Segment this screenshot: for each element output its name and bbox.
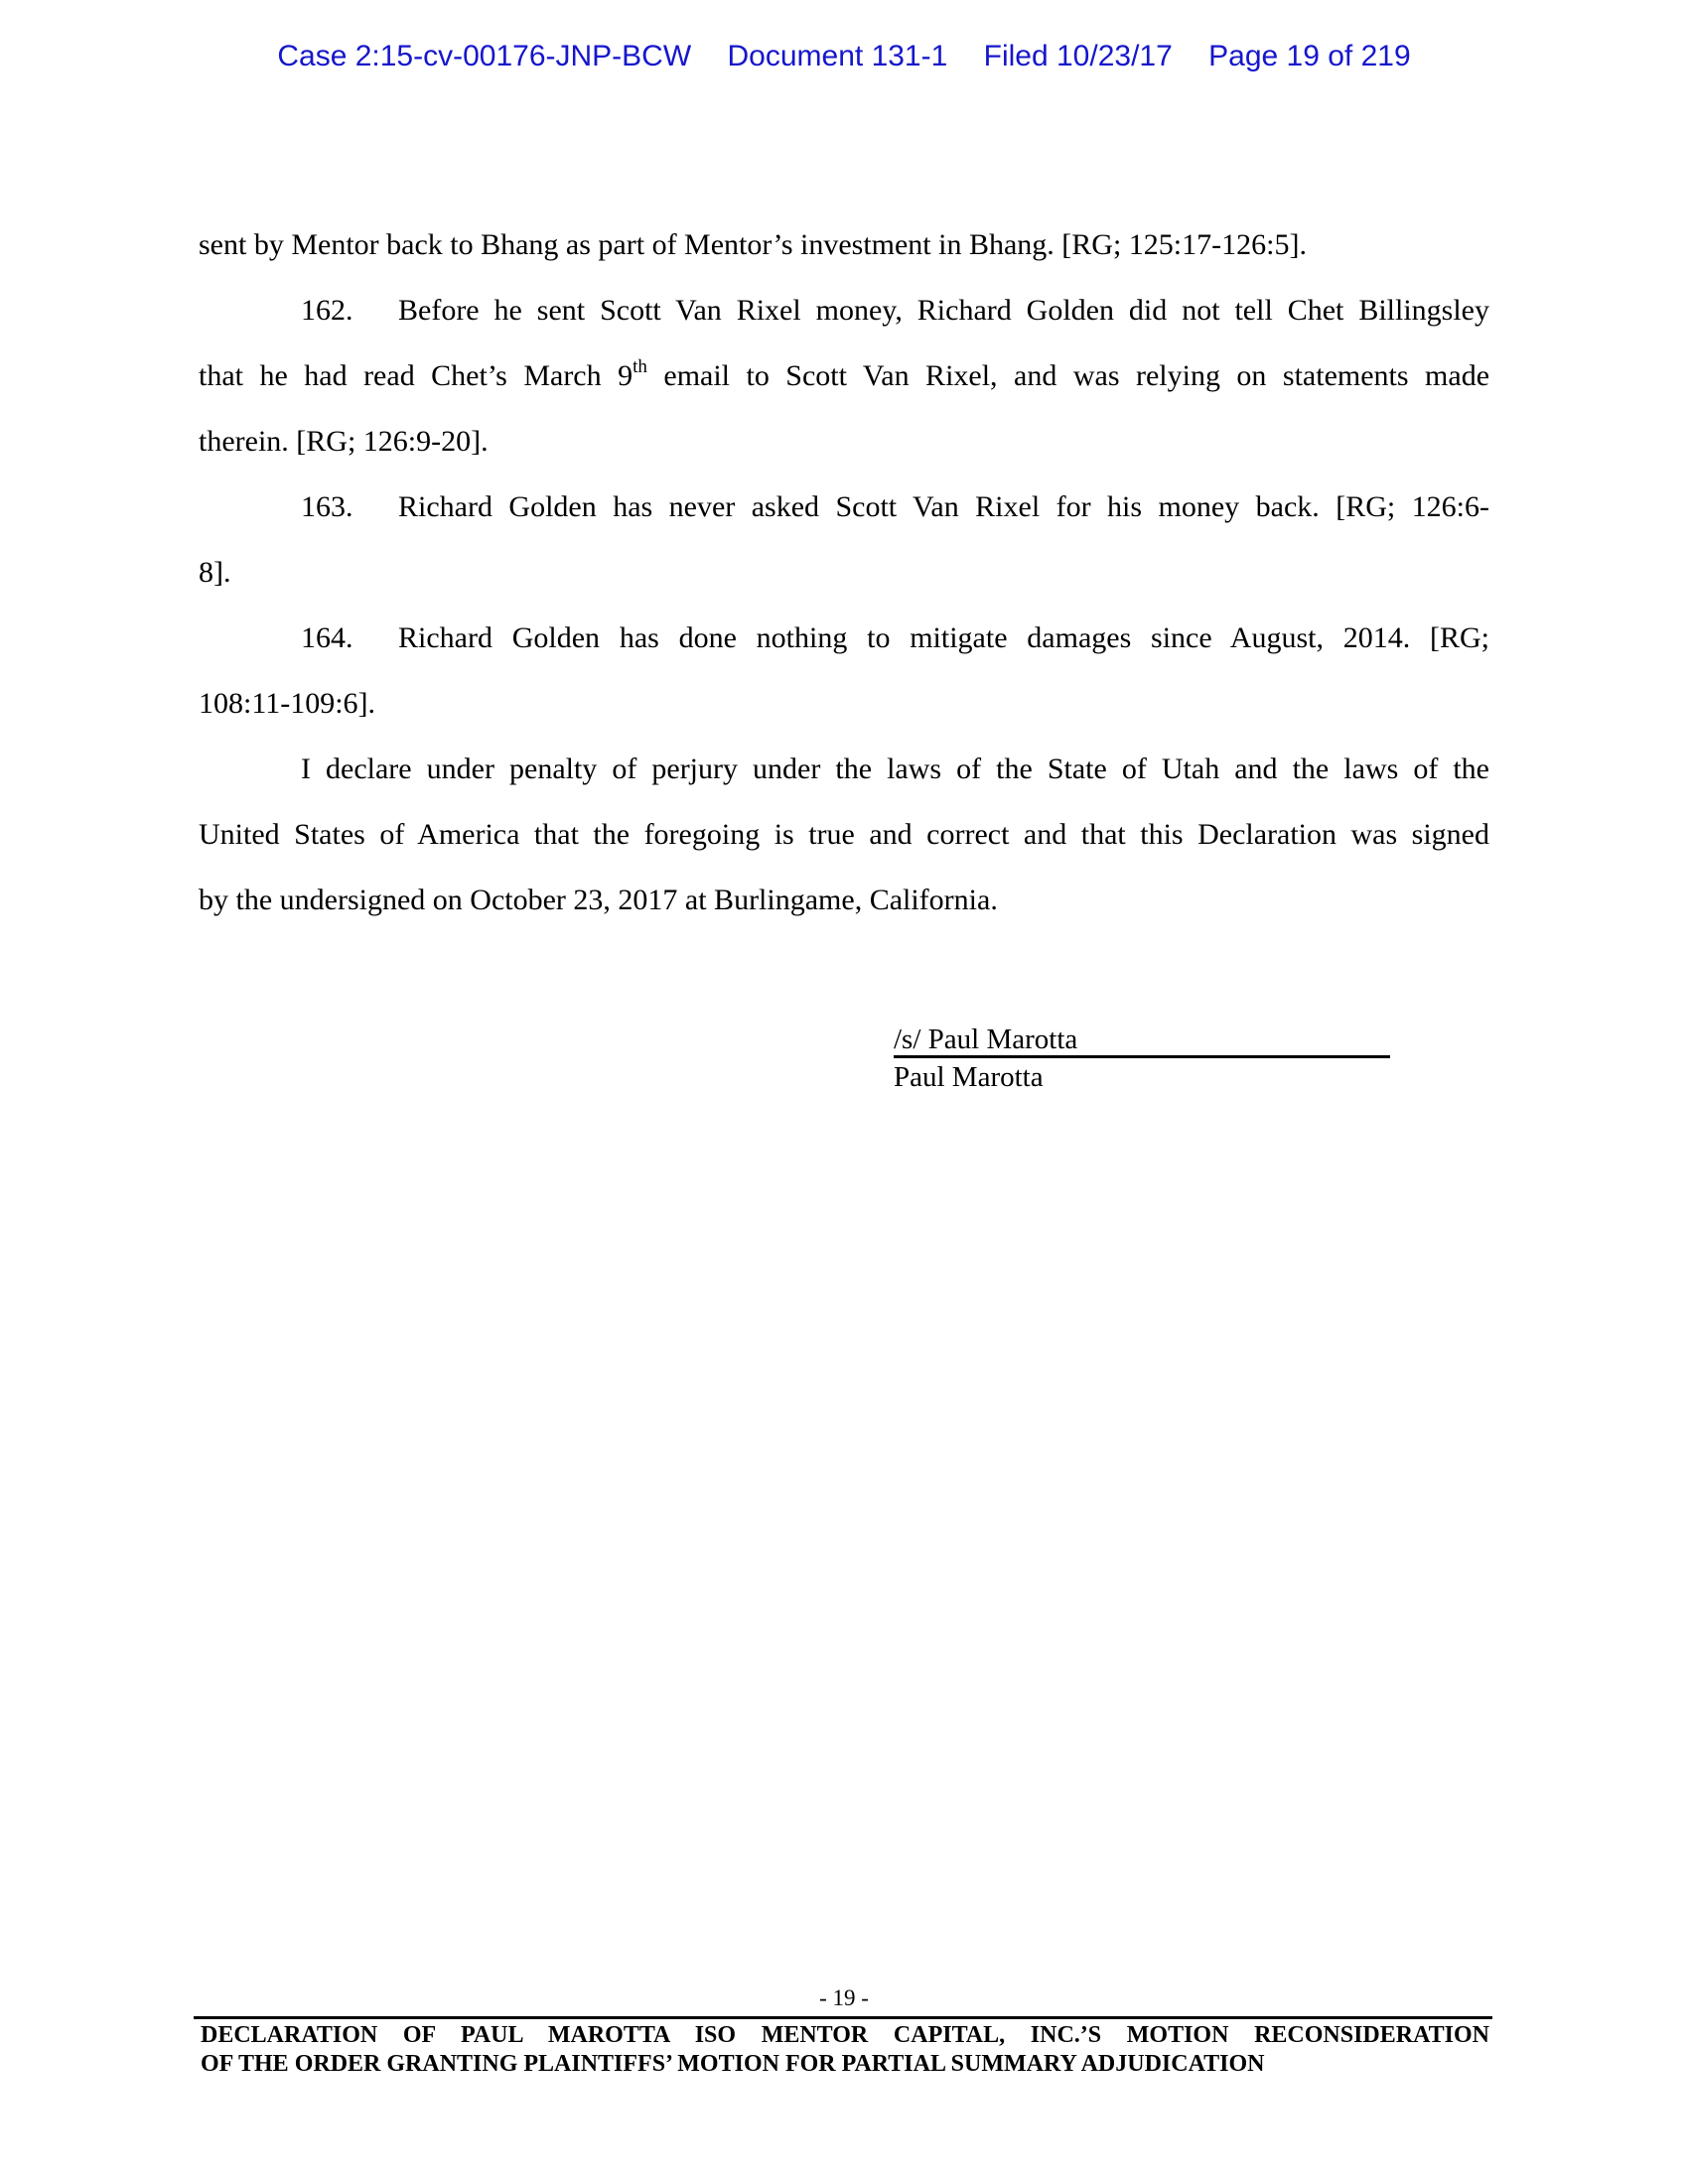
paragraph-text: Richard Golden has never asked Scott Van Rixel for his money back. [RG; 126:6-	[398, 490, 1489, 523]
paragraph-text: Richard Golden has done nothing to mitigate damages since August, 2014. [RG;	[398, 621, 1489, 654]
electronic-signature: /s/ Paul Marotta	[894, 1021, 1390, 1058]
signer-name: Paul Marotta	[894, 1061, 1044, 1093]
case-header	[0, 37, 1688, 76]
paragraph-number: 163.	[301, 490, 353, 523]
paragraph-number: 162.	[301, 294, 353, 327]
page-of-total: Page 19 of 219	[1208, 40, 1411, 72]
declaration-line-1: I declare under penalty of perjury under the laws of the State of Utah and the laws of the	[301, 752, 1489, 785]
page-number: - 19 -	[819, 1985, 869, 2010]
declaration-line-2: United States of America that the foregoing is true and correct and that this Declaration was signed	[199, 818, 1489, 851]
document-body	[199, 212, 1489, 933]
paragraph-162-line-3: therein. [RG; 126:9-20].	[199, 425, 489, 458]
paragraph-text: Before he sent Scott Van Rixel money, Richard Golden did not tell Chet Billingsley	[398, 294, 1489, 327]
paragraph-163-line-2: 8].	[199, 556, 231, 589]
signature-block	[894, 1021, 1390, 1096]
filed-date: Filed 10/23/17	[983, 40, 1173, 72]
footer-title-line-1: DECLARATION OF PAUL MAROTTA ISO MENTOR CAPITAL, INC.’S MOTION RECONSIDERATION	[201, 2022, 1489, 2048]
paragraph-text: that he had read Chet’s March 9	[199, 359, 633, 392]
paragraph-162-line-2	[199, 343, 1489, 409]
paragraph-162-line-1	[199, 278, 1489, 343]
paragraph-164-line-1	[199, 606, 1489, 671]
paragraph-text: email to Scott Van Rixel, and was relying on statements made	[646, 359, 1490, 392]
paragraph-163-line-1	[199, 475, 1489, 540]
paragraph-164-line-2: 108:11-109:6].	[199, 687, 376, 720]
footer-title	[201, 2021, 1489, 2079]
footer-title-line-2: OF THE ORDER GRANTING PLAINTIFFS’ MOTION FOR PARTIAL SUMMARY ADJUDICATION	[201, 2051, 1265, 2077]
declaration-line-3: by the undersigned on October 23, 2017 at Burlingame, California.	[199, 884, 998, 916]
paragraph-number: 164.	[301, 621, 353, 654]
footer-divider	[194, 2016, 1492, 2019]
superscript: th	[633, 356, 647, 377]
continuation-line: sent by Mentor back to Bhang as part of Mentor’s investment in Bhang. [RG; 125:17-126:5].	[199, 228, 1307, 261]
case-number: Case 2:15-cv-00176-JNP-BCW	[277, 40, 692, 72]
document-number: Document 131-1	[727, 40, 948, 72]
